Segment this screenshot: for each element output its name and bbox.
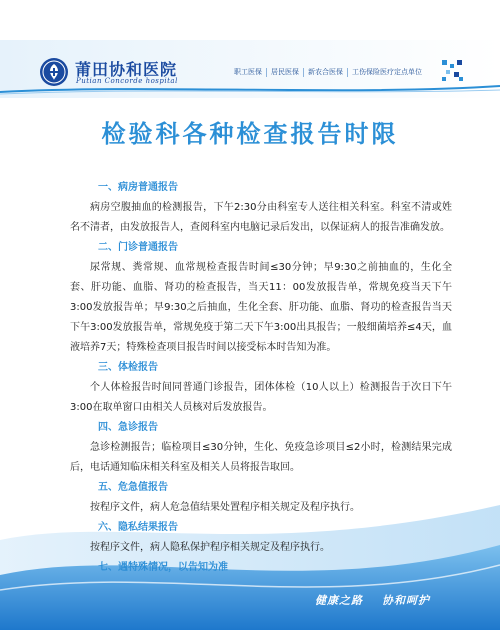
page-title: 检验科各种检查报告时限 <box>101 120 399 148</box>
report-sections <box>70 178 452 578</box>
section <box>70 518 452 558</box>
section-heading: 二、门诊普通报告 <box>98 242 178 253</box>
section-heading: 六、隐私结果报告 <box>98 522 178 533</box>
tag-item: 居民医保 <box>271 68 299 76</box>
section <box>70 358 452 418</box>
section-body: 按程序文件，病人危急值结果处置程序相关规定及程序执行。 <box>90 502 360 513</box>
insurance-tags <box>230 67 426 77</box>
hospital-name-cn: 莆田协和医院 <box>75 60 178 79</box>
section <box>70 478 452 518</box>
section-body: 按程序文件，病人隐私保护程序相关规定及程序执行。 <box>90 542 330 553</box>
section <box>70 418 452 478</box>
tag-item: 职工医保 <box>234 68 262 76</box>
section <box>70 178 452 238</box>
header <box>0 40 500 100</box>
hospital-logo-icon <box>39 57 69 87</box>
section-body: 病房空腹抽血的检测报告，下午2:30分由科室专人送往相关科室。科室不清或姓名不清者，由发放报告人，查阅科室内电脑记录后发出，以保证病人的报告准确发放。 <box>70 202 452 233</box>
section-body: 个人体检报告时间同普通门诊报告，团体体检（10人以上）检测报告于次日下午3:00在取单窗口由相关人员核对后发放报告。 <box>70 382 452 413</box>
section-heading: 四、急诊报告 <box>98 422 158 433</box>
slogan-left: 健康之路 <box>315 594 363 607</box>
section-body: 急诊检测报告；临检项目≤30分钟，生化、免疫急诊项目≤2小时，检测结果完成后，电话通知临床相关科室及相关人员将报告取回。 <box>70 442 452 473</box>
slogan-right: 协和呵护 <box>382 594 430 607</box>
tag-item: 工伤保险医疗定点单位 <box>352 68 422 76</box>
section <box>70 238 452 358</box>
tag-item: 新农合医保 <box>308 68 343 76</box>
section-heading: 七、遇特殊情况，以告知为准 <box>98 562 228 573</box>
section-heading: 一、病房普通报告 <box>98 182 178 193</box>
section <box>70 558 452 578</box>
corner-grid-icon <box>442 60 464 82</box>
hospital-name-en: Putian Concorde hospital <box>76 77 178 85</box>
section-body: 尿常规、粪常规、血常规检查报告时间≤30分钟；早9:30之前抽血的，生化全套、肝功能、血脂、肾功的检查报告，当天11：00发放报告单，常规免疫当天下午3:00发放报告单；早9:30之后抽血，生化全套、肝功能、血脂、肾功的检查报告当天下午3:00发放报告单，常规免疫于第二天下午3:00出具报告；一般细菌培养≤4天，血液培养7天；特殊检查项目报告时间以接受标本时告知为准。 <box>70 262 452 353</box>
section-heading: 三、体检报告 <box>98 362 158 373</box>
section-heading: 五、危急值报告 <box>98 482 168 493</box>
